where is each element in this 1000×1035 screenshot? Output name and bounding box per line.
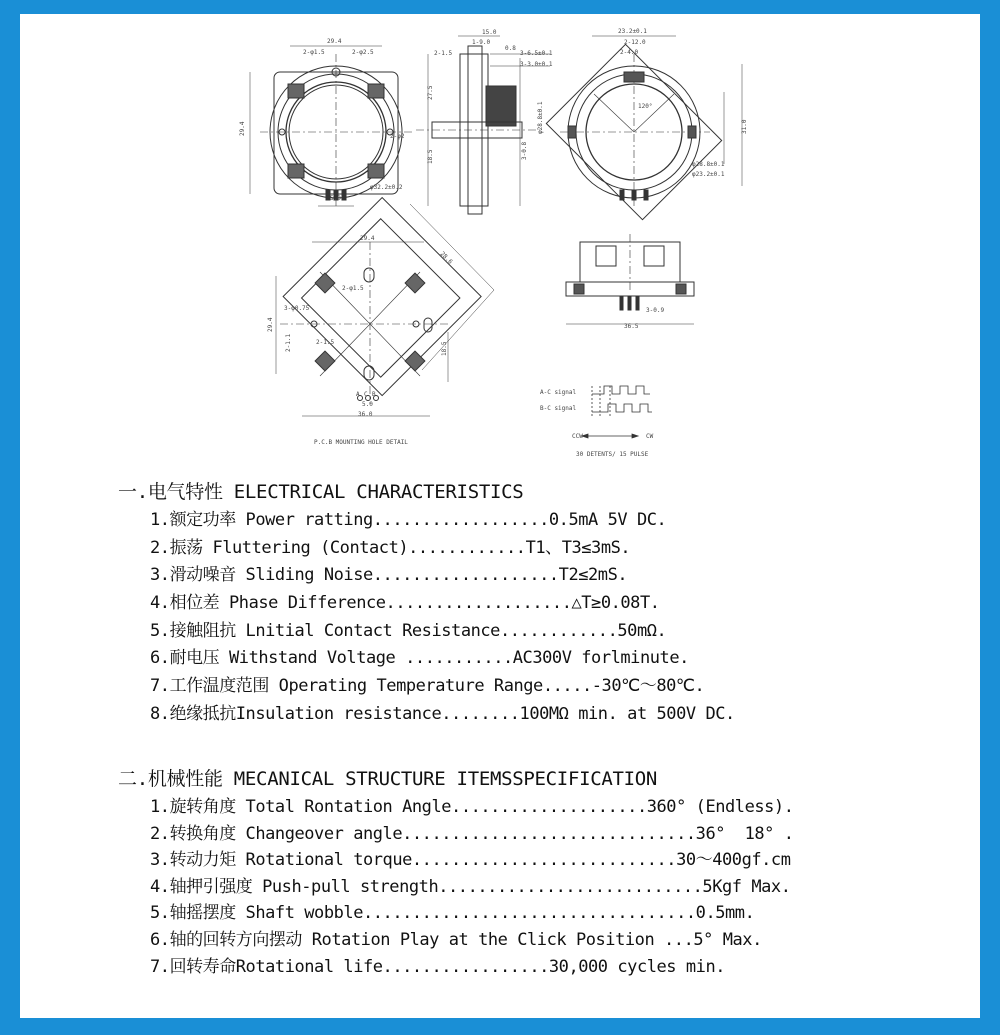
pcb-pin-a: A bbox=[356, 391, 360, 398]
bottom-side-view bbox=[566, 234, 694, 324]
mechanical-item: 4.轴押引强度 Push-pull strength...........................5Kgf Max. bbox=[150, 876, 791, 897]
side-dim-top: 15.0 bbox=[482, 29, 497, 36]
front-dim-b: 2-4.0 bbox=[620, 49, 639, 56]
mechanical-item: 7.回转寿命Rotational life.................30,000 cycles min. bbox=[150, 956, 726, 977]
electrical-title: 一.电气特性 ELECTRICAL CHARACTERISTICS bbox=[118, 481, 524, 503]
top-hole-left: 2-φ1.5 bbox=[303, 49, 325, 56]
pcb-dim-right: 18.5 bbox=[441, 341, 448, 356]
pcb-dim-side: 2-1.1 bbox=[285, 333, 292, 352]
document-page bbox=[20, 14, 980, 1018]
pcb-dim-small: 3-φ0.75 bbox=[284, 305, 310, 312]
side-dim-f: 27.5 bbox=[427, 85, 434, 100]
mechanical-item: 2.转换角度 Changeover angle..............................36° 18° . bbox=[150, 823, 794, 844]
pcb-dim-hole2: 2-1.5 bbox=[316, 339, 335, 346]
electrical-item: 2.振荡 Fluttering (Contact)............T1、T3≤3mS. bbox=[150, 537, 631, 558]
electrical-item: 1.额定功率 Power ratting..................0.5mA 5V DC. bbox=[150, 510, 667, 530]
pcb-dim-bottom: 36.0 bbox=[358, 411, 373, 418]
signal-ac-label: A-C signal bbox=[540, 389, 577, 396]
front-view bbox=[546, 36, 742, 220]
top-side-hole: 2-φ2 bbox=[390, 133, 405, 140]
top-dia-outer: φ32.2±0.2 bbox=[370, 184, 403, 191]
pcb-pin-b: B bbox=[372, 391, 376, 398]
electrical-item: 3.滑动噪音 Sliding Noise...................T2≤2mS. bbox=[150, 565, 628, 586]
front-dim-top: 23.2±0.1 bbox=[618, 28, 647, 35]
technical-drawing bbox=[20, 14, 980, 474]
pcb-caption: P.C.B MOUNTING HOLE DETAIL bbox=[314, 439, 408, 446]
mechanical-item: 6.轴的回转方向摆动 Rotation Play at the Click Position ...5° Max. bbox=[150, 929, 762, 950]
front-dim-d: φ23.2±0.1 bbox=[692, 171, 725, 178]
pcb-dim-diag: 28.6 bbox=[438, 250, 454, 266]
pcb-dim-top: 29.4 bbox=[360, 235, 375, 242]
signal-ccw: CCW bbox=[572, 433, 583, 440]
side-dim-b: 2-1.5 bbox=[434, 50, 453, 57]
mechanical-item: 3.转动力矩 Rotational torque...........................30～400gf.cm bbox=[150, 850, 791, 871]
signal-diagram bbox=[582, 386, 652, 438]
front-angle: 120° bbox=[638, 103, 653, 110]
signal-detents: 30 DETENTS/ 15 PULSE bbox=[576, 451, 649, 458]
pcb-pin-pitch: 5.0 bbox=[362, 401, 373, 408]
mechanical-section bbox=[118, 764, 938, 980]
top-dim-height: 29.4 bbox=[239, 121, 246, 136]
top-pin-pitch: 5.0 bbox=[330, 195, 341, 202]
side-dim-a: 1-9.0 bbox=[472, 39, 491, 46]
bottom-pins: 3-0.9 bbox=[646, 307, 665, 314]
electrical-item: 8.绝缘抵抗Insulation resistance........100MΩ min. at 500V DC. bbox=[150, 703, 735, 724]
side-dim-h: 3-0.8 bbox=[521, 141, 528, 160]
electrical-item: 7.工作温度范围 Operating Temperature Range.....-30℃～80℃. bbox=[150, 676, 705, 697]
mechanical-title: 二.机械性能 MECANICAL STRUCTURE ITEMSSPECIFICATION bbox=[118, 768, 658, 790]
signal-bc-label: B-C signal bbox=[540, 405, 577, 412]
pcb-dim-left: 29.4 bbox=[267, 317, 274, 332]
top-dim-width: 29.4 bbox=[327, 38, 342, 45]
front-dim-c: φ28.8±0.1 bbox=[692, 161, 725, 168]
mechanical-item: 5.轴摇摆度 Shaft wobble..................................0.5mm. bbox=[150, 903, 755, 924]
front-dim-a: 2-12.0 bbox=[624, 39, 646, 46]
electrical-item: 5.接触阻抗 Lnitial Contact Resistance............50mΩ. bbox=[150, 620, 667, 641]
mechanical-item: 1.旋转角度 Total Rontation Angle....................360° (Endless). bbox=[150, 797, 794, 817]
side-dim-c: 0.8 bbox=[505, 45, 516, 52]
electrical-section bbox=[118, 477, 938, 729]
top-hole-right: 2-φ2.5 bbox=[352, 49, 374, 56]
pcb-pin-c: C bbox=[364, 391, 368, 398]
side-dim-e: 3-3.0±0.1 bbox=[520, 61, 553, 68]
pcb-dim-hole: 2-φ1.5 bbox=[342, 285, 364, 292]
front-dim-e: 31.0 bbox=[741, 119, 748, 134]
side-dim-i: φ28.8±0.1 bbox=[537, 101, 544, 134]
signal-cw: CW bbox=[646, 433, 654, 440]
bottom-dim: 36.5 bbox=[624, 323, 639, 330]
drawing-svg bbox=[20, 14, 980, 474]
electrical-item: 6.耐电压 Withstand Voltage ...........AC300V forlminute. bbox=[150, 648, 689, 669]
side-dim-g: 18.5 bbox=[427, 149, 434, 164]
electrical-item: 4.相位差 Phase Difference...................△T≥0.08T. bbox=[150, 593, 660, 614]
side-dim-d: 3-6.5±0.1 bbox=[520, 50, 553, 57]
